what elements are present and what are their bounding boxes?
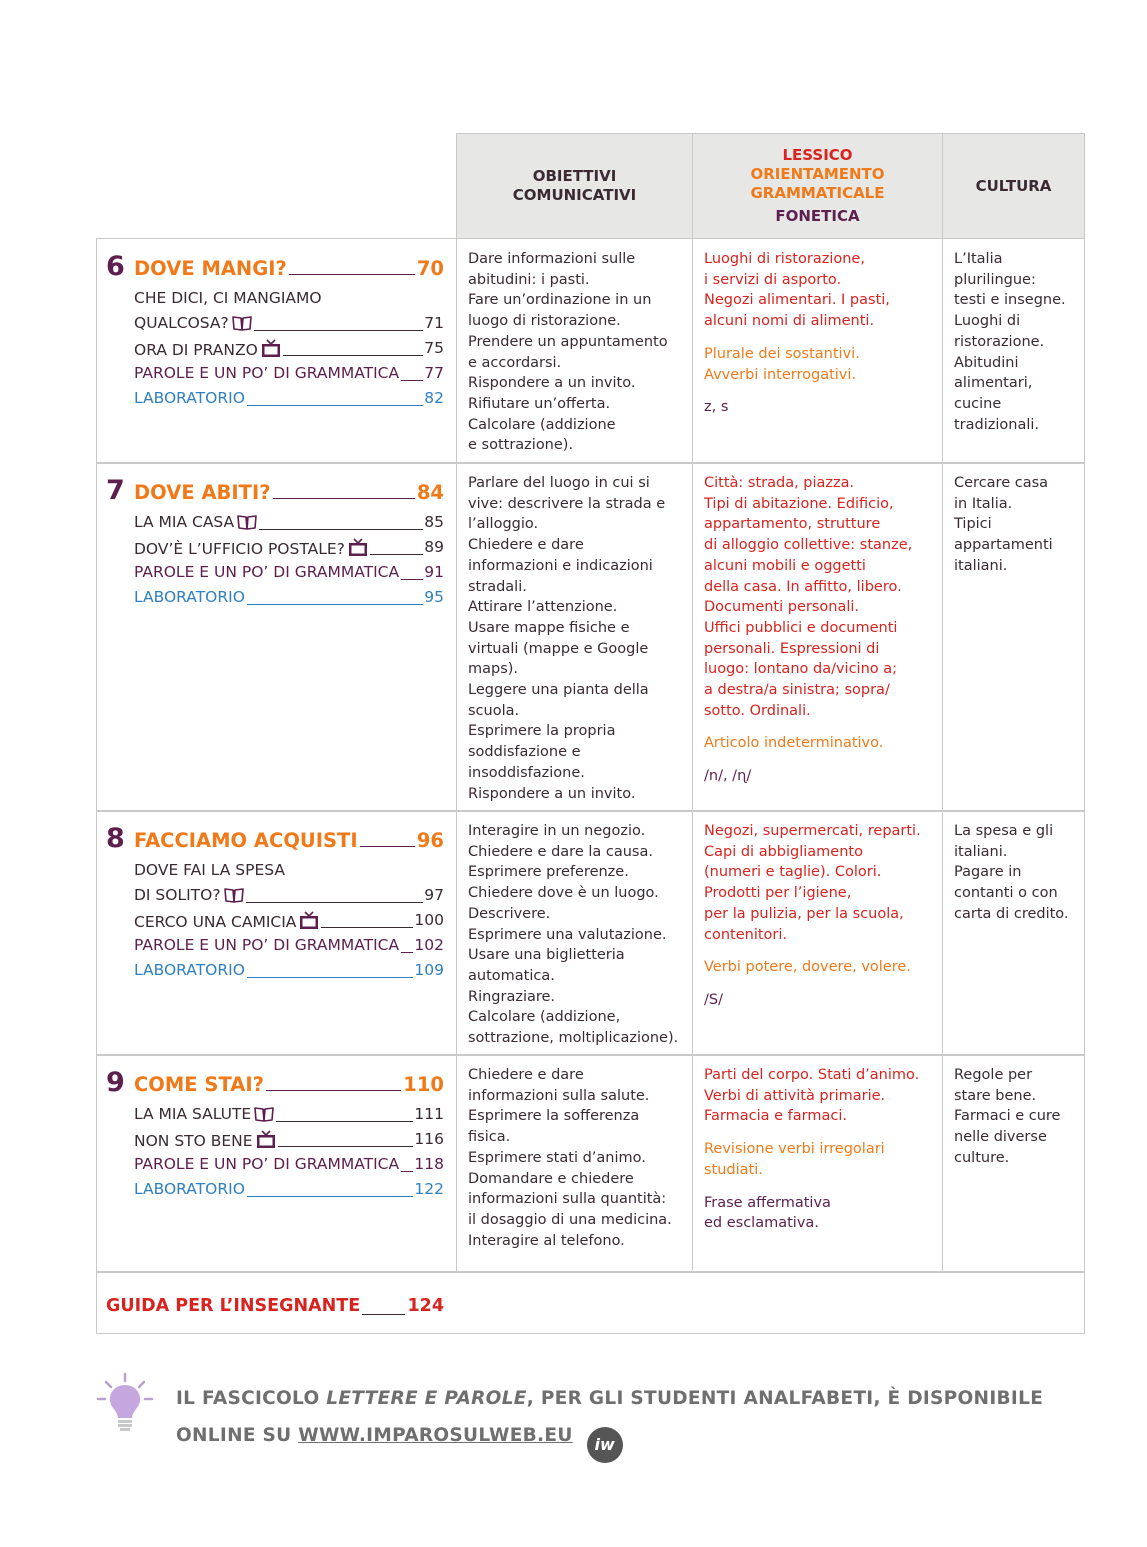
lesson-entry-reading[interactable] <box>134 1105 444 1127</box>
video-icon <box>299 911 319 930</box>
text-line: Regole per <box>954 1067 1033 1083</box>
text-line: alcuni mobili e oggetti <box>704 557 866 574</box>
text-line: Avverbi interrogativi. <box>704 366 857 383</box>
entry-label: LA MIA CASA <box>134 513 235 531</box>
text-line: Tipici <box>954 516 992 533</box>
entry-label: LA MIA SALUTE <box>134 1105 252 1123</box>
text-line: Pagare in <box>954 864 1022 881</box>
entry-page: 89 <box>424 538 444 556</box>
text-line: a destra/a sinistra; sopra/ <box>704 682 890 699</box>
text-line: stradali. <box>468 578 527 595</box>
entry-page: 116 <box>414 1130 444 1148</box>
obiettivi-cell <box>456 811 693 1055</box>
text-line: fisica. <box>468 1129 511 1146</box>
unit-number: 9 <box>106 1067 125 1098</box>
entry-label: PAROLE E UN PO’ DI GRAMMATICA <box>134 563 400 581</box>
text-line: contenitori. <box>704 926 788 943</box>
video-icon <box>256 1130 276 1149</box>
entry-label: QUALCOSA? <box>134 314 229 332</box>
text-line: stare bene. <box>954 1087 1037 1104</box>
text-line: Calcolare (addizione, <box>468 1009 621 1026</box>
cultura-cell <box>942 463 1085 811</box>
text-line: Ringraziare. <box>468 988 556 1005</box>
text-line: abitudini: i pasti. <box>468 271 590 288</box>
text-line: sottrazione, moltiplicazione). <box>468 1030 679 1047</box>
laboratory-entry[interactable] <box>134 588 444 610</box>
text-line: alimentari, <box>954 375 1033 392</box>
text-line: Rifiutare un’offerta. <box>468 395 611 412</box>
entry-label: DOV’È L’UFFICIO POSTALE? <box>134 540 345 558</box>
lesson-entry-reading[interactable] <box>134 314 444 336</box>
text-line: Calcolare (addizione <box>468 416 616 433</box>
text-line: Farmaci e cure <box>954 1108 1061 1125</box>
entry-label: PAROLE E UN PO’ DI GRAMMATICA <box>134 1155 400 1173</box>
text-line: Capi di abbigliamento <box>704 843 863 860</box>
unit-page: 110 <box>403 1073 444 1096</box>
notice-url-link[interactable]: WWW.IMPAROSULWEB.EU <box>298 1425 573 1446</box>
text-line: Farmacia e farmaci. <box>704 1108 847 1125</box>
text-line: Luoghi di ristorazione, <box>704 251 865 267</box>
guide-page: 124 <box>407 1296 444 1316</box>
text-line: nelle diverse <box>954 1129 1047 1146</box>
text-line: Attirare l’attenzione. <box>468 599 618 616</box>
text-line: scuola. <box>468 702 520 719</box>
text-line: Uffici pubblici e documenti <box>704 619 898 636</box>
text-line: Verbi di attività primarie. <box>704 1087 886 1104</box>
video-icon <box>261 339 281 358</box>
text-line: Esprimere la propria <box>468 723 616 740</box>
unit-row <box>96 810 1085 1056</box>
text-line: La spesa e gli <box>954 823 1054 839</box>
text-line: soddisfazione e <box>468 744 581 761</box>
text-line: Revisione verbi irregolari <box>704 1141 885 1158</box>
unit-index <box>97 463 456 811</box>
text-line: Esprimere la sofferenza <box>468 1108 640 1125</box>
text-line: ristorazione. <box>954 333 1045 350</box>
text-line: (numeri e taglie). Colori. <box>704 864 882 881</box>
text-line: cucine <box>954 395 1002 412</box>
entry-page: 75 <box>424 339 444 357</box>
obiettivi-cell <box>456 463 693 811</box>
text-line: insoddisfazione. <box>468 764 585 781</box>
text-line: Frase affermativa <box>704 1194 831 1211</box>
laboratory-entry[interactable] <box>134 961 444 983</box>
text-line: Interagire al telefono. <box>468 1232 625 1249</box>
laboratory-entry[interactable] <box>134 389 444 411</box>
cultura-cell <box>942 1055 1085 1272</box>
text-line: Esprimere preferenze. <box>468 864 629 881</box>
text-line: Chiedere e dare la causa. <box>468 843 653 860</box>
entry-page: 97 <box>424 886 444 904</box>
text-line: Rispondere a un invito. <box>468 375 636 392</box>
laboratory-entry[interactable] <box>134 1180 444 1202</box>
lesson-entry-video[interactable] <box>134 1130 444 1152</box>
entry-label: PAROLE E UN PO’ DI GRAMMATICA <box>134 364 400 382</box>
text-line: Dare informazioni sulle <box>468 251 636 267</box>
entry-page: 109 <box>414 961 444 979</box>
entry-page: 118 <box>414 1155 444 1173</box>
unit-index <box>97 1055 456 1272</box>
text-line: Città: strada, piazza. <box>704 475 855 491</box>
text-line: testi e insegne. <box>954 292 1066 309</box>
unit-row <box>96 238 1085 464</box>
text-line: e accordarsi. <box>468 354 562 371</box>
text-line: Esprimere una valutazione. <box>468 926 667 943</box>
entry-page: 95 <box>424 588 444 606</box>
text-line: appartamento, strutture <box>704 516 881 533</box>
unit-number: 7 <box>106 475 125 506</box>
notice-line2: ONLINE SU <box>176 1425 299 1446</box>
text-line: in Italia. <box>954 495 1013 512</box>
text-line: Fare un’ordinazione in un <box>468 292 652 309</box>
text-line: personali. Espressioni di <box>704 640 880 657</box>
text-line: per la pulizia, per la scuola, <box>704 905 904 922</box>
entry-label: NON STO BENE <box>134 1132 253 1150</box>
text-line: z, s <box>704 399 729 416</box>
header-lessico-label: LESSICO <box>782 146 853 164</box>
cultura-cell <box>942 811 1085 1055</box>
unit-title-entry[interactable] <box>106 1067 444 1098</box>
text-line: Interagire in un negozio. <box>468 823 646 839</box>
book-icon <box>224 887 244 903</box>
entry-page: 71 <box>424 314 444 332</box>
text-line: informazioni sulla salute. <box>468 1087 650 1104</box>
entry-page: 77 <box>424 364 444 382</box>
text-line: Luoghi di <box>954 313 1021 330</box>
text-line: Chiedere e dare <box>468 537 584 554</box>
text-line: Cercare casa <box>954 475 1049 491</box>
iw-logo-icon: iw <box>587 1427 623 1463</box>
text-line: luogo: lontano da/vicino a; <box>704 661 898 678</box>
text-line: Parti del corpo. Stati d’animo. <box>704 1067 920 1083</box>
entry-label: LABORATORIO <box>134 961 245 979</box>
text-line: virtuali (mappe e Google <box>468 640 649 657</box>
text-line: Chiedere dove è un luogo. <box>468 885 659 902</box>
obiettivi-cell <box>456 239 693 463</box>
text-line: studiati. <box>704 1161 763 1178</box>
unit-title-entry[interactable] <box>106 251 444 282</box>
unit-title-entry[interactable] <box>106 823 444 854</box>
notice-post: , PER GLI STUDENTI ANALFABETI, È DISPONIBILE <box>526 1388 1044 1409</box>
text-line: informazioni e indicazioni <box>468 557 653 574</box>
text-line: alcuni nomi di alimenti. <box>704 313 875 330</box>
text-line: Descrivere. <box>468 905 551 922</box>
guide-row <box>96 1271 1085 1334</box>
book-icon <box>232 315 252 331</box>
entry-page: 91 <box>424 563 444 581</box>
text-line: contanti o con <box>954 885 1058 902</box>
text-line: italiani. <box>954 843 1008 860</box>
text-line: della casa. In affitto, libero. <box>704 578 902 595</box>
unit-number: 8 <box>106 823 125 854</box>
video-icon <box>348 538 368 557</box>
text-line: di alloggio collettive: stanze, <box>704 537 913 554</box>
entry-page: 82 <box>424 389 444 407</box>
text-line: Documenti personali. <box>704 599 860 616</box>
header-orientamento-line2: GRAMMATICALE <box>750 184 885 202</box>
lesson-entry-reading[interactable] <box>134 513 444 535</box>
unit-row <box>96 462 1085 812</box>
text-line: Plurale dei sostantivi. <box>704 345 860 362</box>
text-line: e sottrazione). <box>468 437 574 454</box>
unit-page: 96 <box>416 829 444 852</box>
lesson-entry-video[interactable] <box>134 911 444 933</box>
cultura-cell <box>942 239 1085 463</box>
notice-title: LETTERE E PAROLE <box>326 1388 527 1409</box>
entry-page: 100 <box>414 911 444 929</box>
header-orientamento-line1: ORIENTAMENTO <box>750 165 885 183</box>
entry-line: DOVE FAI LA SPESA <box>134 861 286 879</box>
text-line: Usare mappe fisiche e <box>468 619 630 636</box>
entry-line: CHE DICI, CI MANGIAMO <box>134 289 322 307</box>
header-cultura-label: CULTURA <box>975 176 1052 195</box>
unit-index <box>97 811 456 1055</box>
obiettivi-cell <box>456 1055 693 1272</box>
guide-entry[interactable] <box>106 1296 444 1320</box>
header-lessico <box>692 133 943 239</box>
text-line: Prendere un appuntamento <box>468 333 668 350</box>
notice-pre: IL FASCICOLO <box>176 1388 327 1409</box>
text-line: vive: descrivere la strada e <box>468 495 666 512</box>
grammar-entry[interactable] <box>134 364 444 386</box>
lessico-cell <box>692 811 943 1055</box>
unit-title: DOVE ABITI? <box>134 481 271 504</box>
text-line: appartamenti <box>954 537 1053 554</box>
lesson-entry-video[interactable] <box>134 339 444 361</box>
text-line: luogo di ristorazione. <box>468 313 621 330</box>
header-fonetica-label: FONETICA <box>775 207 860 225</box>
header-obiettivi <box>456 133 693 239</box>
unit-index <box>97 239 456 463</box>
text-line: Verbi potere, dovere, volere. <box>704 959 911 976</box>
unit-page: 84 <box>416 481 444 504</box>
entry-page: 122 <box>414 1180 444 1198</box>
book-icon <box>237 514 257 530</box>
entry-label: LABORATORIO <box>134 1180 245 1198</box>
lesson-entry-video[interactable] <box>134 538 444 560</box>
lesson-entry-reading[interactable] <box>134 886 444 908</box>
unit-title: COME STAI? <box>134 1073 264 1096</box>
text-line: plurilingue: <box>954 271 1036 288</box>
text-line: culture. <box>954 1149 1010 1166</box>
entry-page: 85 <box>424 513 444 531</box>
entry-label: ORA DI PRANZO <box>134 341 258 359</box>
header-obiettivi-line2: COMUNICATIVI <box>512 186 637 204</box>
text-line: il dosaggio di una medicina. <box>468 1211 672 1228</box>
unit-title: FACCIAMO ACQUISTI <box>134 829 358 852</box>
book-icon <box>254 1106 274 1122</box>
lightbulb-icon <box>96 1372 154 1438</box>
text-line: automatica. <box>468 967 555 984</box>
entry-page: 111 <box>414 1105 444 1123</box>
grammar-entry[interactable] <box>134 563 444 585</box>
text-line: Prodotti per l’igiene, <box>704 885 852 902</box>
guide-label: GUIDA PER L’INSEGNANTE <box>106 1296 361 1316</box>
entry-label: DI SOLITO? <box>134 886 221 904</box>
text-line: Chiedere e dare <box>468 1067 584 1083</box>
text-line: i servizi di asporto. <box>704 271 842 288</box>
text-line: sotto. Ordinali. <box>704 702 811 719</box>
lessico-cell <box>692 463 943 811</box>
header-obiettivi-line1: OBIETTIVI <box>532 167 617 185</box>
text-line: ed esclamativa. <box>704 1215 819 1232</box>
notice-text <box>176 1380 1043 1463</box>
text-line: Esprimere stati d’animo. <box>468 1149 646 1166</box>
unit-page: 70 <box>416 257 444 280</box>
text-line: italiani. <box>954 557 1008 574</box>
text-line: /S/ <box>704 991 723 1008</box>
text-line: Usare una biglietteria <box>468 947 625 964</box>
entry-label: PAROLE E UN PO’ DI GRAMMATICA <box>134 936 400 954</box>
text-line: Negozi alimentari. I pasti, <box>704 292 890 309</box>
text-line: Parlare del luogo in cui si <box>468 475 650 491</box>
text-line: informazioni sulla quantità: <box>468 1191 667 1208</box>
entry-label: CERCO UNA CAMICIA <box>134 913 297 931</box>
text-line: carta di credito. <box>954 905 1069 922</box>
text-line: Tipi di abitazione. Edificio, <box>704 495 894 512</box>
lessico-cell <box>692 239 943 463</box>
text-line: tradizionali. <box>954 416 1040 433</box>
header-cultura <box>942 133 1085 239</box>
text-line: Abitudini <box>954 354 1019 371</box>
text-line: /n/, /ɳ/ <box>704 768 752 785</box>
unit-row <box>96 1054 1085 1273</box>
lessico-cell <box>692 1055 943 1272</box>
entry-page: 102 <box>414 936 444 954</box>
text-line: Articolo indeterminativo. <box>704 735 884 752</box>
text-line: Domandare e chiedere <box>468 1170 634 1187</box>
entry-label: LABORATORIO <box>134 588 245 606</box>
text-line: maps). <box>468 661 519 678</box>
unit-title-entry[interactable] <box>106 475 444 506</box>
text-line: Rispondere a un invito. <box>468 785 636 802</box>
entry-label: LABORATORIO <box>134 389 245 407</box>
text-line: l’alloggio. <box>468 516 539 533</box>
grammar-entry[interactable] <box>134 936 444 958</box>
grammar-entry[interactable] <box>134 1155 444 1177</box>
text-line: Negozi, supermercati, reparti. <box>704 823 921 839</box>
text-line: L’Italia <box>954 251 1003 267</box>
unit-number: 6 <box>106 251 125 282</box>
text-line: Leggere una pianta della <box>468 682 649 699</box>
unit-title: DOVE MANGI? <box>134 257 287 280</box>
